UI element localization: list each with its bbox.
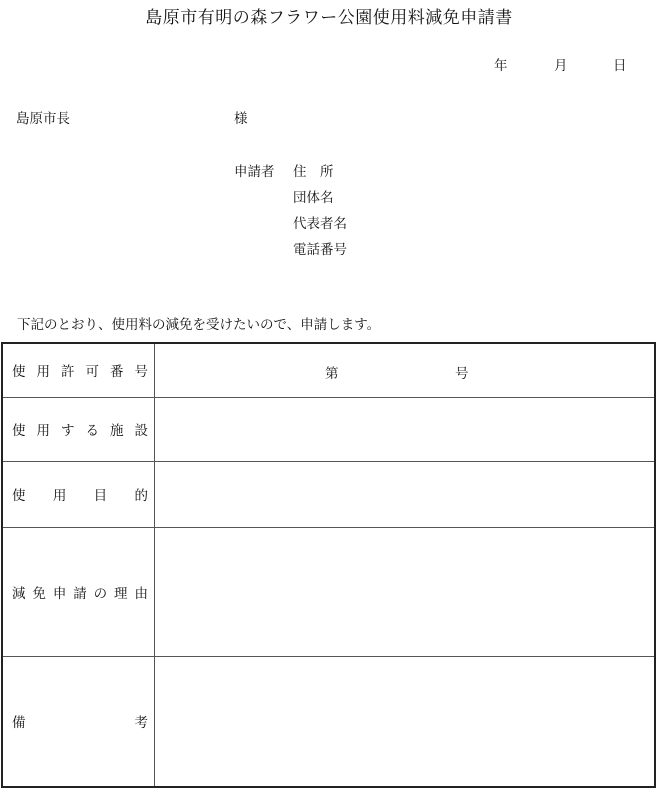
applicant-organization-label: 団体名 (293, 190, 334, 206)
label-char: 減 (12, 585, 26, 602)
date-month-label: 月 (554, 58, 568, 74)
label-char: す (61, 423, 75, 439)
row-label-permit-number (2, 343, 155, 397)
spread-label (3, 711, 154, 731)
permit-number-prefix: 第 (325, 366, 339, 382)
spread-label (3, 484, 154, 504)
spread-label (3, 419, 154, 439)
remarks-field[interactable] (155, 656, 656, 787)
permit-number-suffix: 号 (455, 366, 469, 382)
table-row (2, 527, 655, 656)
form-title: 島原市有明の森フラワー公園使用料減免申請書 (145, 8, 513, 28)
label-char: 目 (93, 488, 108, 504)
application-table (1, 342, 656, 788)
label-char: 番 (110, 364, 124, 381)
row-label-facility (2, 397, 155, 461)
addressee-name: 島原市長 (16, 111, 70, 127)
label-char: 申 (52, 585, 67, 602)
applicant-address-label: 住 所 (293, 164, 334, 180)
label-char: 可 (85, 364, 99, 381)
table-row (2, 343, 655, 397)
label-char: 用 (36, 364, 50, 381)
label-char: 号 (134, 364, 148, 381)
label-char: る (85, 423, 99, 439)
label-char: 由 (134, 585, 148, 602)
label-char: 免 (32, 585, 46, 602)
purpose-field[interactable] (155, 461, 656, 527)
label-char: 使 (12, 364, 26, 381)
table-row (2, 656, 655, 787)
intro-text: 下記のとおり、使用料の減免を受けたいので、申請します。 (17, 317, 381, 333)
applicant-heading: 申請者 (234, 164, 275, 180)
spread-label (3, 582, 154, 602)
row-label-remarks (2, 656, 155, 787)
label-char: 請 (73, 585, 87, 602)
label-char: 使 (12, 488, 26, 504)
label-char: 用 (52, 488, 67, 504)
label-char: 施 (110, 423, 124, 439)
reduction-reason-field[interactable] (155, 527, 656, 656)
label-char: 備 (12, 715, 26, 732)
table-row (2, 461, 655, 527)
date-day-label: 日 (613, 58, 627, 74)
label-char: 用 (36, 423, 50, 439)
label-char: 考 (134, 715, 148, 732)
label-char: 許 (61, 364, 75, 381)
label-char: の (93, 585, 108, 602)
row-label-reason (2, 527, 155, 656)
applicant-representative-label: 代表者名 (293, 216, 347, 232)
date-year-label: 年 (494, 58, 508, 74)
label-char: 設 (134, 423, 148, 439)
table-row (2, 397, 655, 461)
spread-label (3, 360, 154, 380)
permit-number-field[interactable] (155, 343, 656, 397)
label-char: 的 (134, 488, 148, 504)
label-char: 使 (12, 423, 26, 439)
facility-field[interactable] (155, 397, 656, 461)
label-char: 理 (114, 585, 128, 602)
applicant-phone-label: 電話番号 (293, 242, 347, 258)
addressee-honorific: 様 (234, 111, 248, 127)
row-label-purpose (2, 461, 155, 527)
